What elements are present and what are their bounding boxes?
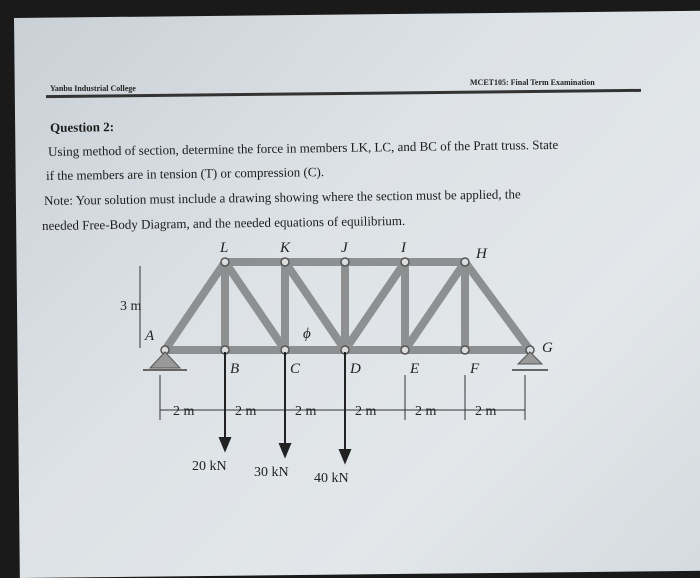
truss-members — [165, 262, 530, 350]
college-name: Yanbu Industrial College — [50, 84, 136, 93]
question-title: Question 2: — [50, 119, 115, 135]
height-label: 3 m — [120, 299, 142, 314]
member-AL — [165, 262, 225, 350]
member-HE — [405, 262, 465, 350]
question-line-2: if the members are in tension (T) or compression (C). — [46, 164, 325, 183]
node-label-L: L — [220, 240, 229, 256]
span-label-5: 2 m — [415, 404, 437, 419]
node-label-A: A — [145, 328, 155, 344]
pin-support-A — [150, 352, 180, 368]
member-LC — [225, 262, 285, 350]
angle-label: ϕ — [303, 326, 311, 342]
member-KD — [285, 262, 345, 350]
node-label-B: B — [230, 361, 240, 377]
node-label-G: G — [542, 340, 553, 356]
span-label-1: 2 m — [173, 404, 195, 419]
node-label-J: J — [341, 240, 348, 256]
node-label-H: H — [476, 246, 487, 262]
load-label-3: 40 kN — [314, 471, 349, 486]
span-label-6: 2 m — [475, 404, 497, 419]
load-label-1: 20 kN — [192, 459, 227, 474]
node-label-E: E — [410, 361, 420, 377]
load-label-2: 30 kN — [254, 465, 289, 480]
span-label-2: 2 m — [235, 404, 257, 419]
node-label-F: F — [470, 361, 480, 377]
node-label-I: I — [401, 240, 406, 256]
member-GH — [465, 262, 530, 350]
span-label-4: 2 m — [355, 404, 377, 419]
span-label-3: 2 m — [295, 404, 317, 419]
note-line-1: Note: Your solution must include a drawing showing where the section must be applied, the — [44, 186, 521, 208]
span-dimension-lines — [160, 375, 525, 420]
question-line-1: Using method of section, determine the force in members LK, LC, and BC of the Pratt truss. State — [48, 136, 559, 159]
exam-title: MCET105: Final Term Examination — [470, 78, 595, 87]
node-label-C: C — [290, 361, 301, 377]
member-ID — [345, 262, 405, 350]
node-label-D: D — [350, 361, 361, 377]
note-line-2: needed Free-Body Diagram, and the needed equations of equilibrium. — [42, 212, 406, 233]
node-label-K: K — [280, 240, 291, 256]
